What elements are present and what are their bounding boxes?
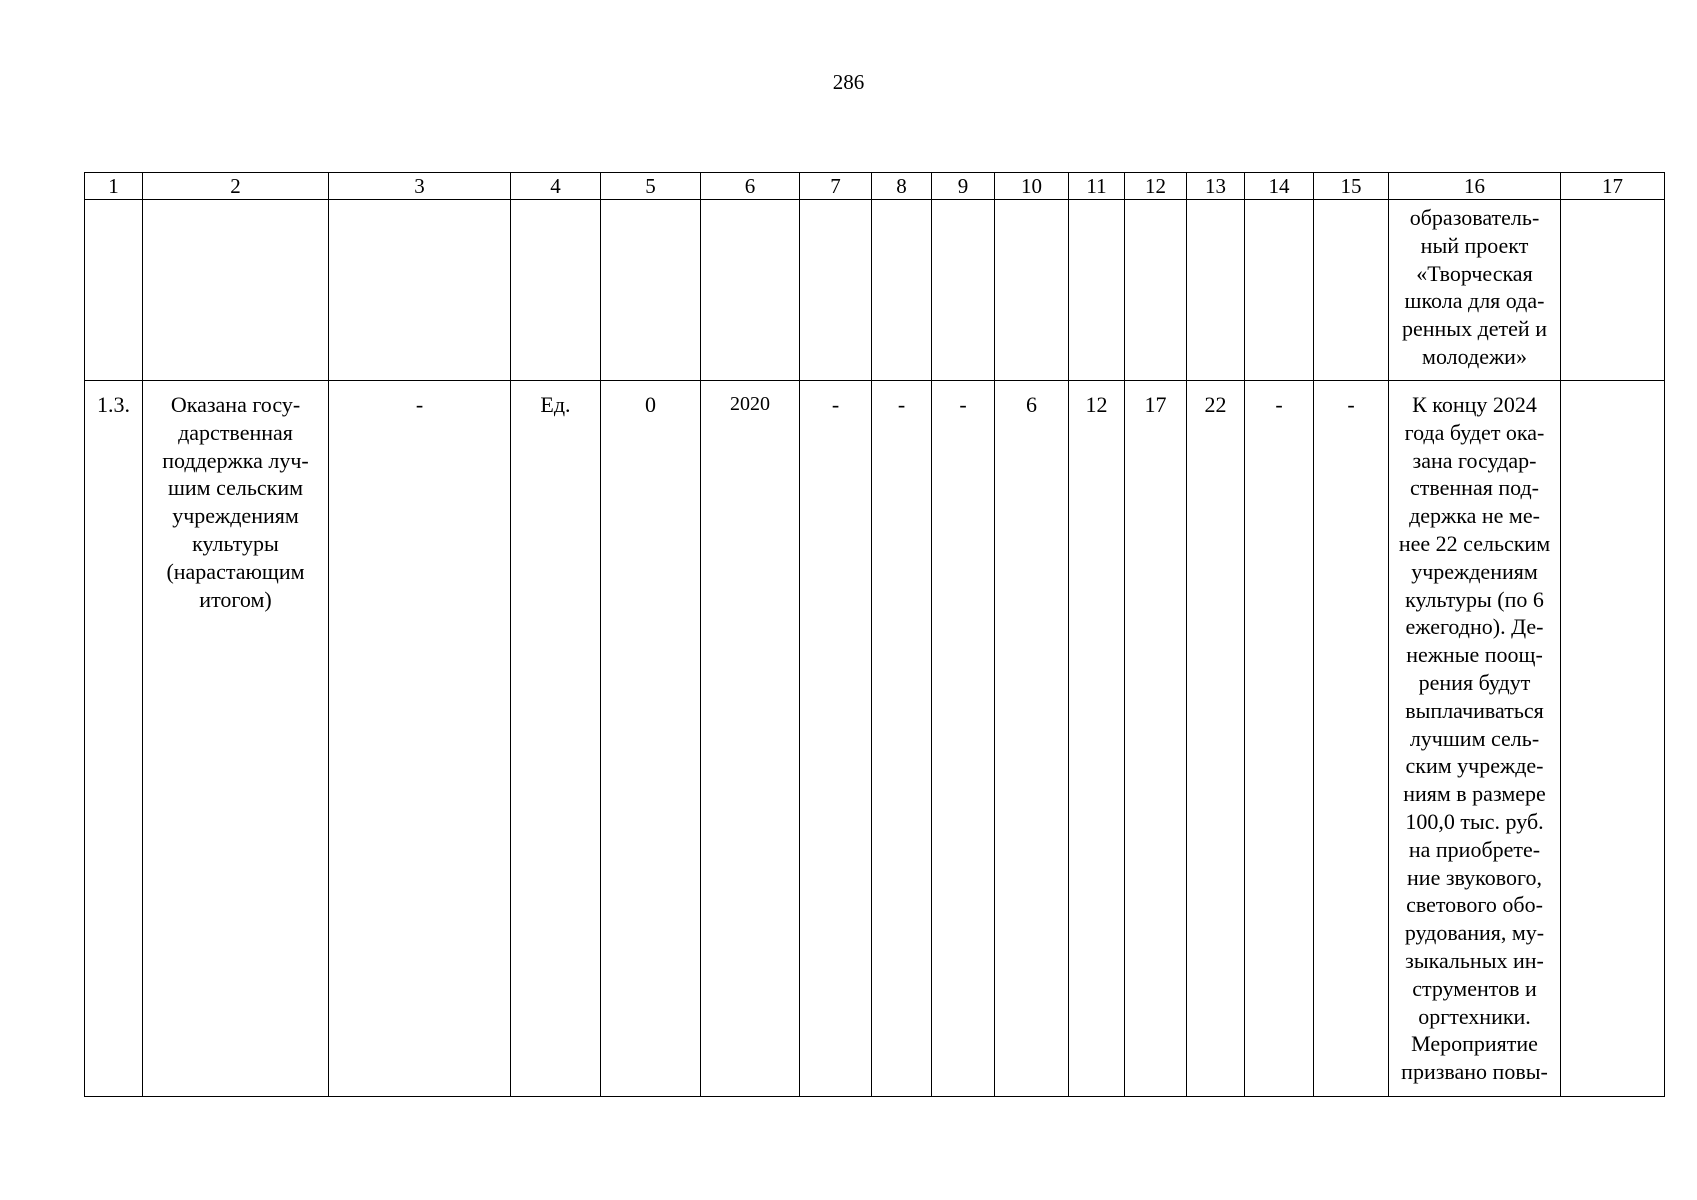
- column-header: 3: [329, 173, 511, 200]
- comment-text: К концу 2024 года будет ока- зана государ- ственная под- держка не ме- нее 22 сельским учреждениям культуры (по 6 ежегодно). Де- нежные поощ- рения будут выплачиваться лучшим сель- ским учрежде- ниям в размере 100,0 тыс. руб. на приобрете- ние звукового, светового обо- рудования, му- зыкальных ин- струментов и оргтехники. Мероприятие призвано повы-: [1398, 392, 1551, 1085]
- unit-cell: Ед.: [511, 381, 601, 1097]
- column-header: 1: [85, 173, 143, 200]
- table-cell: [932, 200, 995, 381]
- comment-cell: [1389, 381, 1561, 1097]
- table-cell: -: [800, 381, 872, 1097]
- column-header: 11: [1069, 173, 1125, 200]
- table-cell: -: [1245, 381, 1314, 1097]
- continuation-row: [85, 200, 1665, 381]
- table-cell: [85, 200, 143, 381]
- page-number: 286: [832, 70, 865, 94]
- table-cell: [1187, 200, 1245, 381]
- column-number-row: [85, 173, 1665, 200]
- continuation-comment-text: образователь- ный проект «Творческая школа для ода- ренных детей и молодежи»: [1402, 205, 1547, 369]
- year-value-cell: 12: [1069, 381, 1125, 1097]
- table-cell: -: [1314, 381, 1389, 1097]
- table-cell: -: [329, 381, 511, 1097]
- year-value-cell: 17: [1125, 381, 1187, 1097]
- column-header: 4: [511, 173, 601, 200]
- table-cell: [511, 200, 601, 381]
- table-row: [85, 381, 1665, 1097]
- column-header: 6: [701, 173, 800, 200]
- column-header: 2: [143, 173, 329, 200]
- year-value-cell: 22: [1187, 381, 1245, 1097]
- column-header: 16: [1389, 173, 1561, 200]
- table-cell: [1245, 200, 1314, 381]
- base-value-cell: 0: [601, 381, 701, 1097]
- column-header: 13: [1187, 173, 1245, 200]
- column-header: 10: [995, 173, 1069, 200]
- column-header: 5: [601, 173, 701, 200]
- indicators-table: [84, 172, 1665, 1097]
- column-header: 8: [872, 173, 932, 200]
- table-cell: [1561, 200, 1665, 381]
- table-cell: [329, 200, 511, 381]
- column-header: 15: [1314, 173, 1389, 200]
- column-header: 9: [932, 173, 995, 200]
- year-value-cell: 6: [995, 381, 1069, 1097]
- indicator-name-cell: [143, 381, 329, 1097]
- column-header: 17: [1561, 173, 1665, 200]
- column-header: 14: [1245, 173, 1314, 200]
- table-cell: [872, 200, 932, 381]
- base-year-cell: 2020: [701, 381, 800, 1097]
- table-cell: [1561, 381, 1665, 1097]
- table-cell: [601, 200, 701, 381]
- table-cell: -: [932, 381, 995, 1097]
- indicator-name-text: Оказана госу- дарственная поддержка луч- шим сельским учреждениям культуры (нарастающим итогом): [162, 392, 309, 612]
- table-cell: [1069, 200, 1125, 381]
- table-cell: [995, 200, 1069, 381]
- row-number-cell: 1.3.: [85, 381, 143, 1097]
- continuation-comment-cell: [1389, 200, 1561, 381]
- column-header: 12: [1125, 173, 1187, 200]
- table-cell: [1314, 200, 1389, 381]
- table-cell: [1125, 200, 1187, 381]
- table-cell: -: [872, 381, 932, 1097]
- table-cell: [701, 200, 800, 381]
- table-cell: [143, 200, 329, 381]
- table-cell: [800, 200, 872, 381]
- column-header: 7: [800, 173, 872, 200]
